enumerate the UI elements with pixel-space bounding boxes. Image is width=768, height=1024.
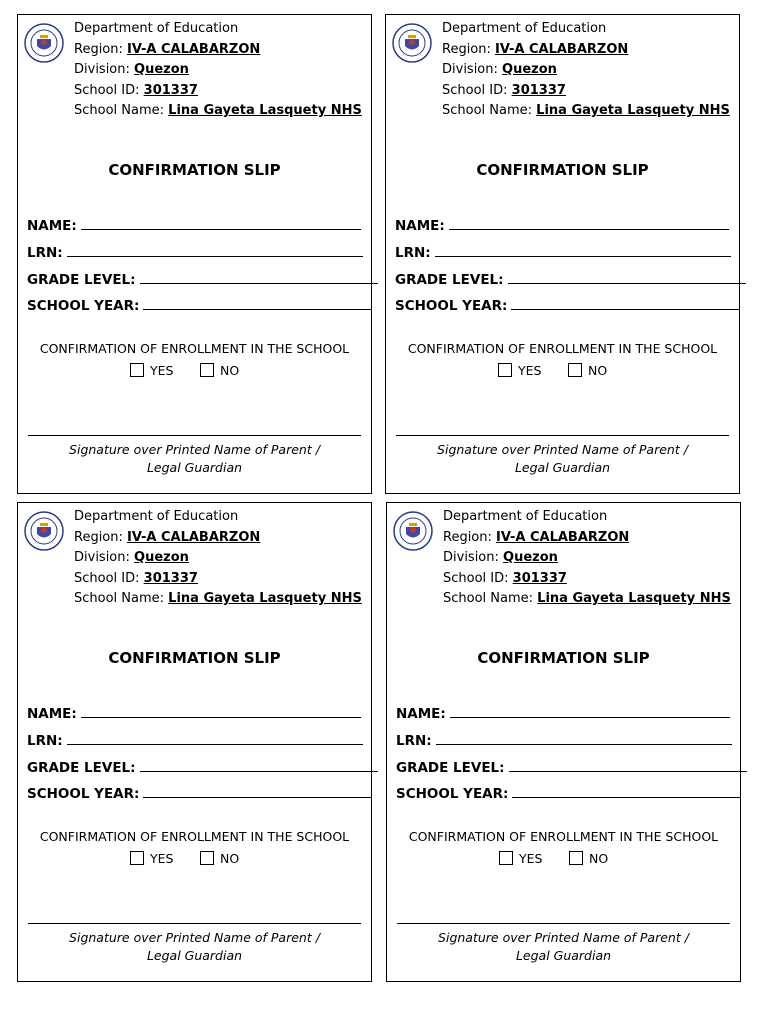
region-value: IV-A CALABARZON (496, 529, 630, 545)
grade-level-label: GRADE LEVEL: (396, 760, 505, 776)
signature-caption-line1: Signature over Printed Name of Parent / (69, 930, 320, 945)
region-label: Region: (74, 41, 123, 57)
lrn-blank-line[interactable] (67, 732, 363, 745)
school-name-value: Lina Gayeta Lasquety NHS (168, 103, 362, 118)
division-value: Quezon (503, 550, 558, 565)
school-year-blank-line[interactable] (512, 785, 740, 798)
signature-line[interactable] (397, 923, 730, 924)
school-name-value: Lina Gayeta Lasquety NHS (536, 103, 730, 118)
school-name-label: School Name: (443, 591, 534, 606)
school-id-value: 301337 (143, 570, 198, 586)
confirmation-question: CONFIRMATION OF ENROLLMENT IN THE SCHOOL (39, 829, 350, 844)
name-blank-line[interactable] (449, 217, 729, 230)
school-id-value: 301337 (143, 82, 198, 98)
name-field (395, 217, 729, 234)
no-label: NO (220, 363, 240, 378)
lrn-label: LRN: (396, 733, 432, 749)
school-name-value: Lina Gayeta Lasquety NHS (168, 591, 362, 606)
school-id-value: 301337 (512, 570, 567, 586)
school-header (443, 507, 731, 610)
signature-caption-line1: Signature over Printed Name of Parent / (69, 442, 320, 457)
confirmation-slip (385, 14, 740, 494)
school-year-label: SCHOOL YEAR: (395, 298, 508, 314)
name-field (396, 705, 730, 722)
school-header (74, 19, 362, 122)
school-name-value: Lina Gayeta Lasquety NHS (537, 591, 731, 606)
region-value: IV-A CALABARZON (127, 41, 261, 57)
school-header (74, 507, 362, 610)
no-option[interactable] (200, 363, 239, 378)
grade-level-blank-line[interactable] (140, 759, 378, 772)
grade-level-blank-line[interactable] (508, 271, 746, 284)
department-name: Department of Education (442, 21, 607, 36)
school-year-label: SCHOOL YEAR: (27, 298, 140, 314)
school-year-blank-line[interactable] (143, 785, 371, 798)
division-label: Division: (442, 62, 498, 77)
school-name-label: School Name: (74, 591, 165, 606)
no-checkbox[interactable] (568, 363, 582, 377)
division-label: Division: (443, 550, 499, 565)
school-id-label: School ID: (74, 82, 140, 98)
school-name-label: School Name: (74, 103, 165, 118)
signature-caption-line1: Signature over Printed Name of Parent / (438, 930, 689, 945)
signature-caption (386, 441, 739, 477)
no-option[interactable] (569, 851, 608, 866)
yes-checkbox[interactable] (499, 851, 513, 865)
yes-option[interactable] (499, 851, 542, 866)
slip-title: CONFIRMATION SLIP (476, 161, 649, 179)
grade-level-blank-line[interactable] (140, 271, 378, 284)
signature-caption-line1: Signature over Printed Name of Parent / (437, 442, 688, 457)
name-label: NAME: (395, 218, 445, 234)
signature-line[interactable] (28, 435, 361, 436)
no-checkbox[interactable] (569, 851, 583, 865)
lrn-blank-line[interactable] (436, 732, 732, 745)
school-year-field (396, 785, 740, 802)
no-option[interactable] (568, 363, 607, 378)
no-label: NO (588, 363, 608, 378)
school-year-label: SCHOOL YEAR: (27, 786, 140, 802)
signature-caption-line2: Legal Guardian (146, 948, 243, 963)
grade-level-field (27, 759, 378, 776)
yes-label: YES (150, 363, 174, 378)
lrn-label: LRN: (27, 245, 63, 261)
grade-level-label: GRADE LEVEL: (395, 272, 504, 288)
lrn-blank-line[interactable] (435, 244, 731, 257)
signature-line[interactable] (396, 435, 729, 436)
name-field (27, 217, 361, 234)
confirmation-question: CONFIRMATION OF ENROLLMENT IN THE SCHOOL (408, 829, 719, 844)
region-label: Region: (443, 529, 492, 545)
signature-caption (387, 929, 740, 965)
deped-seal-icon (392, 23, 432, 63)
no-checkbox[interactable] (200, 363, 214, 377)
lrn-blank-line[interactable] (67, 244, 363, 257)
no-label: NO (220, 851, 240, 866)
school-id-label: School ID: (442, 82, 508, 98)
confirmation-slip (17, 14, 372, 494)
division-label: Division: (74, 62, 130, 77)
region-label: Region: (74, 529, 123, 545)
confirmation-slip (386, 502, 741, 982)
grade-level-field (395, 271, 746, 288)
name-blank-line[interactable] (450, 705, 730, 718)
name-blank-line[interactable] (81, 217, 361, 230)
confirmation-question: CONFIRMATION OF ENROLLMENT IN THE SCHOOL (39, 341, 350, 356)
no-checkbox[interactable] (200, 851, 214, 865)
school-year-field (395, 297, 739, 314)
school-id-label: School ID: (443, 570, 509, 586)
signature-caption (18, 441, 371, 477)
name-blank-line[interactable] (81, 705, 361, 718)
lrn-field (395, 244, 731, 261)
school-id-label: School ID: (74, 570, 140, 586)
school-year-blank-line[interactable] (511, 297, 739, 310)
name-label: NAME: (27, 218, 77, 234)
school-name-label: School Name: (442, 103, 533, 118)
division-label: Division: (74, 550, 130, 565)
deped-seal-icon (24, 511, 64, 551)
department-name: Department of Education (74, 21, 239, 36)
school-year-label: SCHOOL YEAR: (396, 786, 509, 802)
lrn-field (396, 732, 732, 749)
signature-caption-line2: Legal Guardian (515, 948, 612, 963)
division-value: Quezon (134, 62, 189, 77)
slip-title: CONFIRMATION SLIP (477, 649, 650, 667)
region-label: Region: (442, 41, 491, 57)
signature-caption-line2: Legal Guardian (514, 460, 611, 475)
yes-checkbox[interactable] (130, 851, 144, 865)
department-name: Department of Education (74, 509, 239, 524)
grade-level-blank-line[interactable] (509, 759, 747, 772)
division-value: Quezon (502, 62, 557, 77)
signature-line[interactable] (28, 923, 361, 924)
confirmation-question: CONFIRMATION OF ENROLLMENT IN THE SCHOOL (407, 341, 718, 356)
confirmation-slip (17, 502, 372, 982)
yes-label: YES (519, 851, 543, 866)
division-value: Quezon (134, 550, 189, 565)
lrn-label: LRN: (395, 245, 431, 261)
slip-title: CONFIRMATION SLIP (108, 649, 281, 667)
yes-option[interactable] (130, 363, 173, 378)
signature-caption-line2: Legal Guardian (146, 460, 243, 475)
grade-level-field (27, 271, 378, 288)
no-option[interactable] (200, 851, 239, 866)
deped-seal-icon (393, 511, 433, 551)
school-year-field (27, 297, 371, 314)
grade-level-field (396, 759, 747, 776)
yes-option[interactable] (498, 363, 541, 378)
region-value: IV-A CALABARZON (127, 529, 261, 545)
slip-title: CONFIRMATION SLIP (108, 161, 281, 179)
name-field (27, 705, 361, 722)
deped-seal-icon (24, 23, 64, 63)
no-label: NO (589, 851, 609, 866)
yes-checkbox[interactable] (130, 363, 144, 377)
name-label: NAME: (27, 706, 77, 722)
school-id-value: 301337 (511, 82, 566, 98)
yes-label: YES (518, 363, 542, 378)
school-year-blank-line[interactable] (143, 297, 371, 310)
school-year-field (27, 785, 371, 802)
name-label: NAME: (396, 706, 446, 722)
grade-level-label: GRADE LEVEL: (27, 760, 136, 776)
lrn-field (27, 732, 363, 749)
yes-label: YES (150, 851, 174, 866)
lrn-field (27, 244, 363, 261)
school-header (442, 19, 730, 122)
yes-checkbox[interactable] (498, 363, 512, 377)
grade-level-label: GRADE LEVEL: (27, 272, 136, 288)
department-name: Department of Education (443, 509, 608, 524)
signature-caption (18, 929, 371, 965)
lrn-label: LRN: (27, 733, 63, 749)
region-value: IV-A CALABARZON (495, 41, 629, 57)
yes-option[interactable] (130, 851, 173, 866)
